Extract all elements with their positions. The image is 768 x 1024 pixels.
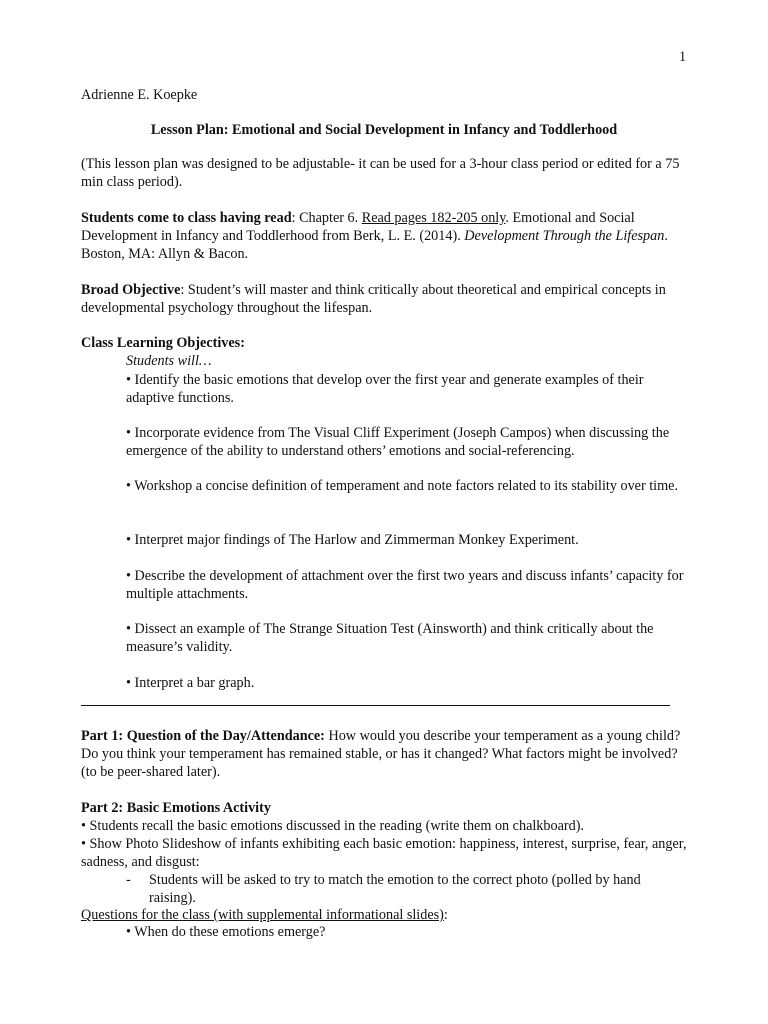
questions-heading-text: Questions for the class (with supplemental informational slides) bbox=[81, 907, 444, 923]
objective-item: • Incorporate evidence from The Visual Cliff Experiment (Joseph Campos) when discussing the emergence of the ability to understand others’ emotions and social-referencing. bbox=[126, 425, 670, 459]
reading-label: Students come to class having read bbox=[81, 210, 292, 226]
part1-label: Part 1: Question of the Day/Attendance: bbox=[81, 728, 325, 744]
part2-subitem: Students will be asked to try to match the emotion to the correct photo (polled by hand raising). bbox=[149, 872, 641, 906]
intro-note: (This lesson plan was designed to be adjustable- it can be used for a 3-hour class period or edited for a 75 min class period). bbox=[81, 156, 680, 190]
dash-marker: - bbox=[126, 872, 131, 888]
lesson-title: Lesson Plan: Emotional and Social Development in Infancy and Toddlerhood bbox=[150, 122, 618, 138]
author-name: Adrienne E. Koepke bbox=[81, 87, 198, 103]
broad-objective-text: : Student’s will master and think critically about theoretical and empirical concepts in developmental psychology throughout the lifespan. bbox=[81, 282, 666, 316]
part1-paragraph bbox=[81, 727, 691, 781]
class-question: • When do these emotions emerge? bbox=[126, 924, 326, 940]
broad-objective-label: Broad Objective bbox=[81, 282, 181, 298]
part2-heading: Part 2: Basic Emotions Activity bbox=[81, 800, 271, 816]
section-divider bbox=[81, 705, 670, 706]
questions-heading bbox=[81, 906, 691, 924]
objective-item: • Describe the development of attachment over the first two years and discuss infants’ capacity for multiple attachments. bbox=[126, 568, 684, 602]
objectives-intro: Students will… bbox=[126, 353, 212, 369]
reading-publisher: . Boston, MA: Allyn & Bacon. bbox=[81, 228, 668, 262]
part2-bullet: • Students recall the basic emotions discussed in the reading (write them on chalkboard). bbox=[81, 818, 584, 834]
part1-question: How would you describe your temperament as a young child? Do you think your temperament has remained stable, or has it changed? What factors might be involved? (to be peer-shared later). bbox=[81, 728, 681, 780]
reading-pages: Read pages 182-205 only bbox=[361, 210, 506, 226]
objectives-heading: Class Learning Objectives: bbox=[81, 335, 245, 351]
objective-item: • Dissect an example of The Strange Situation Test (Ainsworth) and think critically about the measure’s validity. bbox=[126, 621, 654, 655]
page-number: 1 bbox=[679, 49, 687, 65]
reading-source: . Emotional and Social Development in Infancy and Toddlerhood from Berk, L. E. (2014). bbox=[81, 210, 635, 244]
broad-objective bbox=[81, 281, 691, 317]
reading-book-title: Development Through the Lifespan bbox=[464, 228, 665, 244]
part2-bullet: • Show Photo Slideshow of infants exhibiting each basic emotion: happiness, interest, surprise, fear, anger, sadness, and disgust: bbox=[81, 836, 687, 870]
reading-paragraph bbox=[81, 209, 691, 263]
objective-item: • Interpret a bar graph. bbox=[126, 675, 255, 691]
objective-item: • Workshop a concise definition of temperament and note factors related to its stability over time. bbox=[126, 478, 678, 494]
questions-heading-colon: : bbox=[443, 907, 448, 923]
objective-item: • Identify the basic emotions that develop over the first year and generate examples of their adaptive functions. bbox=[126, 372, 644, 406]
reading-chapter: : Chapter 6. bbox=[291, 210, 362, 226]
objective-item: • Interpret major findings of The Harlow and Zimmerman Monkey Experiment. bbox=[126, 532, 579, 548]
